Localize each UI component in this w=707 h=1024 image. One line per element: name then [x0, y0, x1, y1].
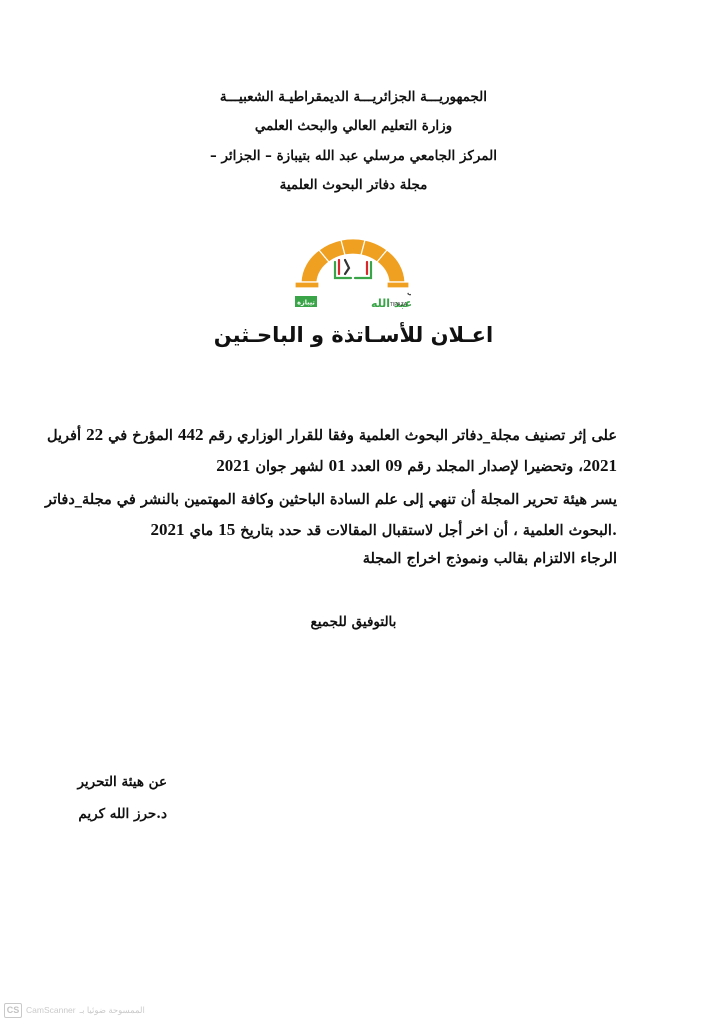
p1-text-e: العدد [350, 458, 381, 475]
deadline-month: ماي [189, 522, 214, 539]
camscanner-app-name: CamScanner [26, 1005, 76, 1015]
p1-text-c: أفريل [47, 427, 82, 444]
paragraph-1-line-1 [47, 424, 617, 447]
p1-text-d: ، وتحضيرا لإصدار المجلد رقم [407, 458, 583, 475]
decree-day: 22 [86, 425, 104, 444]
camscanner-watermark [4, 1001, 145, 1019]
deadline-day: 15 [218, 520, 236, 539]
logo-text-ar: ي [407, 288, 411, 296]
signature-from: عن هيئة التحرير [77, 774, 167, 790]
camscanner-logo-icon: CS [4, 1003, 22, 1018]
camscanner-scanned-label: الممسوحة ضوئيا بـ [79, 1004, 145, 1015]
signature-name: د.حرز الله كريم [78, 806, 167, 822]
paragraph-1-line-2 [216, 455, 617, 478]
header-republic: الجمهوريـــة الجزائريـــة الديمقراطيـة الشعبيـــة [219, 89, 488, 105]
paragraph-2-line-2 [151, 519, 617, 542]
volume-number: 09 [385, 456, 403, 475]
closing-wishes: بالتوفيق للجميع [310, 614, 397, 630]
decree-year: 2021 [583, 456, 617, 475]
logo-graphic-icon [293, 236, 411, 310]
p1-text-b: المؤرخ في [108, 427, 173, 444]
paragraph-3: الرجاء الالتزام بقالب ونموذج اخراج المجلة [362, 550, 617, 567]
header-journal-name: مجلة دفاتر البحوث العلمية [279, 177, 428, 193]
issue-year: 2021 [216, 456, 251, 475]
p2-text-a: .البحوث العلمية ، أن اخر أجل لاستقبال المقالات قد حدد بتاريخ [240, 522, 617, 539]
header-ministry: وزارة التعليم العالي والبحث العلمي [254, 118, 453, 134]
decree-number: 442 [177, 425, 204, 444]
announcement-title: اعـلان للأسـاتذة و الباحـثين [213, 323, 494, 347]
header-university-center: المركز الجامعي مرسلي عبد الله بتيبازة – الجزائر – [210, 148, 497, 164]
logo-text-name: عبد الله [371, 297, 411, 310]
p1-text-f: لشهر جوان [255, 458, 324, 475]
paragraph-2-line-1: يسر هيئة تحرير المجلة أن تنهي إلى علم السادة الباحثين وكافة المهتمين بالنشر في مجلة_دفاتر [44, 491, 617, 508]
p1-text-a: على إثر تصنيف مجلة_دفاتر البحوث العلمية وفقا للقرار الوزاري رقم [208, 427, 617, 444]
university-center-logo [293, 236, 411, 310]
logo-text-badge: تيبازة [297, 298, 315, 307]
logo-text-latin: TIPAZA [389, 302, 407, 308]
deadline-year: 2021 [150, 520, 185, 539]
issue-number: 01 [328, 456, 346, 475]
